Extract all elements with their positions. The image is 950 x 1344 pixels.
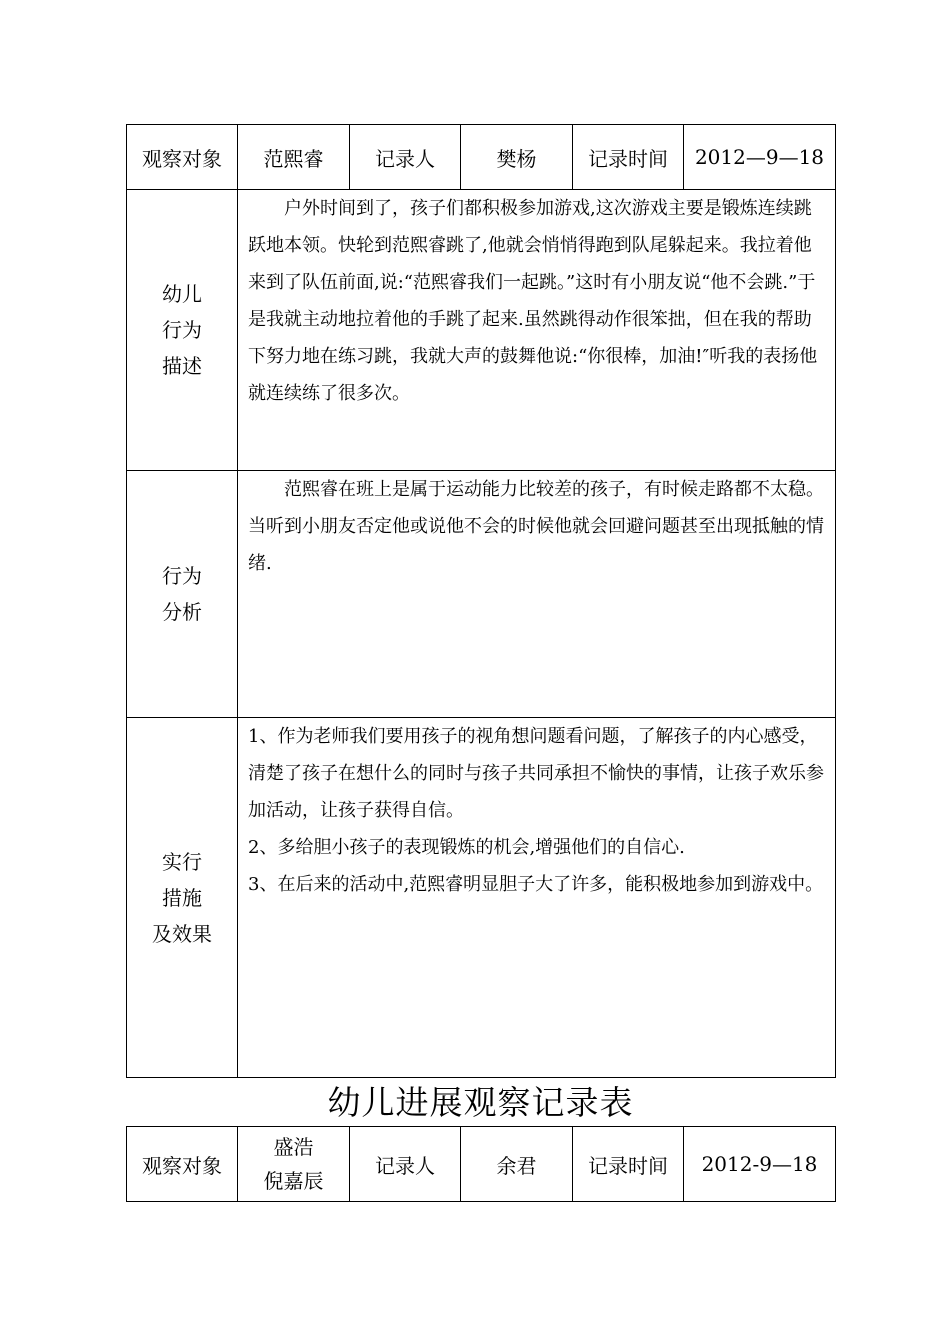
measures-row [127, 718, 836, 1078]
recorder-label: 记录人 [350, 125, 461, 190]
measure-item: 2、多给胆小孩子的表现锻炼的机会,增强他们的自信心. [248, 837, 685, 858]
measure-item: 3、在后来的活动中,范熙睿明显胆子大了许多，能积极地参加到游戏中。 [248, 874, 824, 895]
measures-label-line: 措施 [162, 885, 202, 910]
subject-value: 范熙睿 [238, 125, 350, 190]
observation-record-table-1 [126, 124, 836, 1078]
analysis-label-line: 行为 [162, 564, 202, 588]
behavior-label-line: 描述 [162, 354, 202, 378]
behavior-text: 户外时间到了，孩子们都积极参加游戏,这次游戏主要是锻炼连续跳跃地本领。快轮到范熙睿跳了,他就会悄悄得跑到队尾躲起来。我拉着他来到了队伍前面,说:“范熙睿我们一起跳。”这时有小朋友说“他不会跳.”于是我就主动地拉着他的手跳了起来.虽然跳得动作很笨拙，但在我的帮助下努力地在练习跳，我就大声的鼓舞他说:“你很棒，加油!″听我的表扬他就连续练了很多次。 [248, 198, 818, 404]
time-value: 2012—9—18 [684, 125, 836, 190]
behavior-row [127, 190, 836, 471]
recorder-value: 樊杨 [461, 125, 573, 190]
subject-label: 观察对象 [127, 125, 238, 190]
recorder-value: 余君 [461, 1127, 573, 1202]
analysis-row [127, 471, 836, 718]
analysis-label [127, 471, 238, 718]
time-label: 记录时间 [573, 1127, 684, 1202]
subject-label: 观察对象 [127, 1127, 238, 1202]
subject-name-line: 盛浩 [273, 1135, 314, 1159]
measures-label-line: 实行 [162, 849, 202, 874]
measures-label-line: 及效果 [152, 921, 212, 946]
observation-record-table-2 [126, 1126, 836, 1202]
behavior-label-line: 行为 [162, 318, 202, 342]
behavior-description [238, 190, 836, 471]
measures-label [127, 718, 238, 1078]
analysis-label-line: 分析 [162, 600, 202, 624]
time-value: 2012-9—18 [684, 1127, 836, 1202]
analysis-text: 范熙睿在班上是属于运动能力比较差的孩子，有时候走路都不太稳。当听到小朋友否定他或说他不会的时候他就会回避问题甚至出现抵触的情绪. [248, 479, 824, 574]
measure-item: 1、作为老师我们要用孩子的视角想问题看问题，了解孩子的内心感受，清楚了孩子在想什么的同时与孩子共同承担不愉快的事情，让孩子欢乐参加活动，让孩子获得自信。 [248, 726, 824, 821]
time-label: 记录时间 [573, 125, 684, 190]
analysis-description [238, 471, 836, 718]
measures-description [238, 718, 836, 1078]
header-row [127, 1127, 836, 1202]
header-row [127, 125, 836, 190]
recorder-label: 记录人 [350, 1127, 461, 1202]
form-title: 幼儿进展观察记录表 [327, 1083, 634, 1122]
behavior-label-line: 幼儿 [162, 282, 202, 306]
subject-value [238, 1127, 350, 1202]
subject-name-line: 倪嘉辰 [263, 1169, 324, 1193]
behavior-label [127, 190, 238, 471]
